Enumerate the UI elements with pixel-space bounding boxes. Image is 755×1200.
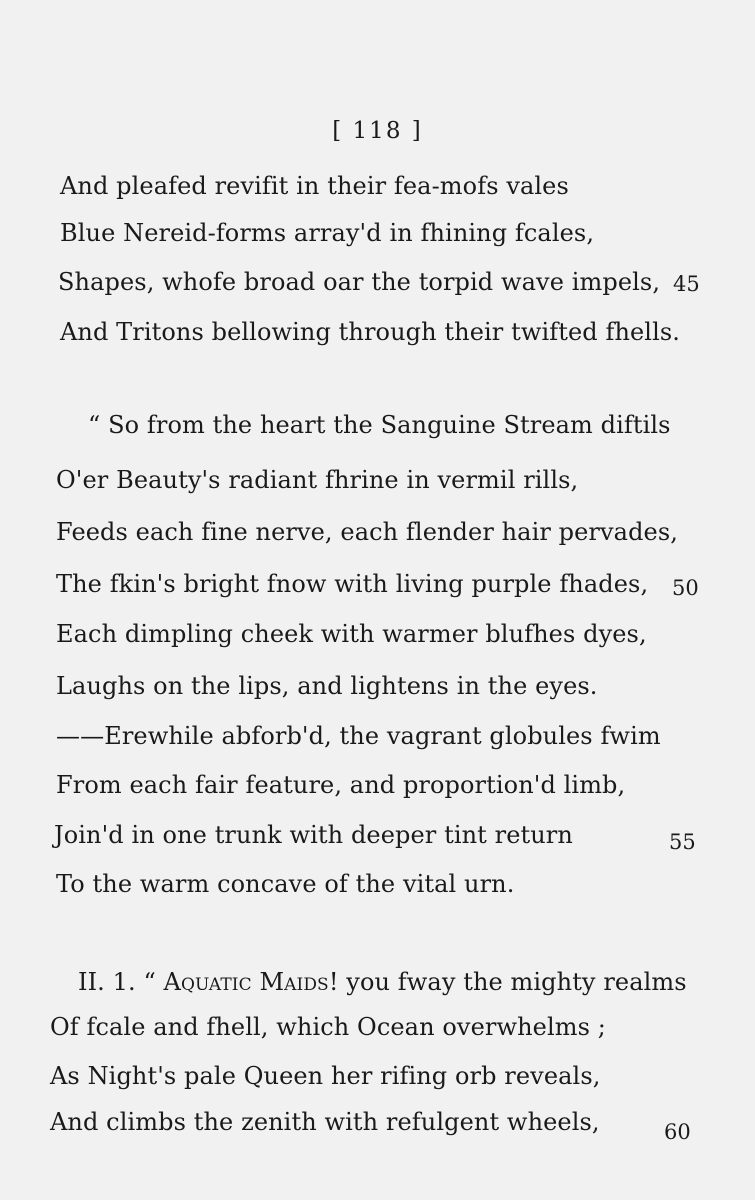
line-number: 60 — [664, 1120, 691, 1144]
section-heading: Aquatic Maids — [163, 968, 329, 996]
verse-line: ——Erewhile abforb'd, the vagrant globules fwim — [56, 722, 661, 750]
verse-line: The fkin's bright fnow with living purple fhades, — [56, 570, 649, 598]
verse-line: And Tritons bellowing through their twifted fhells. — [60, 318, 681, 346]
verse-line: From each fair feature, and proportion'd limb, — [56, 771, 626, 799]
verse-line: Shapes, whofe broad oar the torpid wave impels, — [58, 268, 661, 296]
verse-line: Join'd in one trunk with deeper tint return — [54, 821, 573, 849]
verse-line — [78, 962, 687, 1002]
verse-line: O'er Beauty's radiant fhrine in vermil rills, — [56, 466, 579, 494]
verse-line: As Night's pale Queen her rifing orb reveals, — [50, 1062, 601, 1090]
verse-line: Each dimpling cheek with warmer blufhes dyes, — [56, 620, 647, 648]
verse-line: Blue Nereid-forms array'd in fhining fcales, — [60, 219, 595, 247]
verse-line: And pleafed revifit in their fea-mofs vales — [60, 172, 569, 200]
verse-text: ! you fway the mighty realms — [328, 968, 687, 996]
line-number: 50 — [672, 576, 699, 600]
line-number: 55 — [669, 830, 696, 854]
verse-line: Laughs on the lips, and lightens in the eyes. — [56, 672, 598, 700]
verse-line: And climbs the zenith with refulgent wheels, — [50, 1108, 600, 1136]
verse-line: Of fcale and fhell, which Ocean overwhelms ; — [50, 1013, 606, 1041]
page-number: [ 118 ] — [332, 118, 423, 144]
verse-line: “ So from the heart the Sanguine Stream diftils — [88, 411, 671, 439]
verse-line: Feeds each fine nerve, each flender hair pervades, — [56, 518, 678, 546]
line-number: 45 — [673, 272, 700, 296]
verse-line: To the warm concave of the vital urn. — [56, 870, 515, 898]
section-marker: II. 1. “ — [78, 968, 164, 996]
